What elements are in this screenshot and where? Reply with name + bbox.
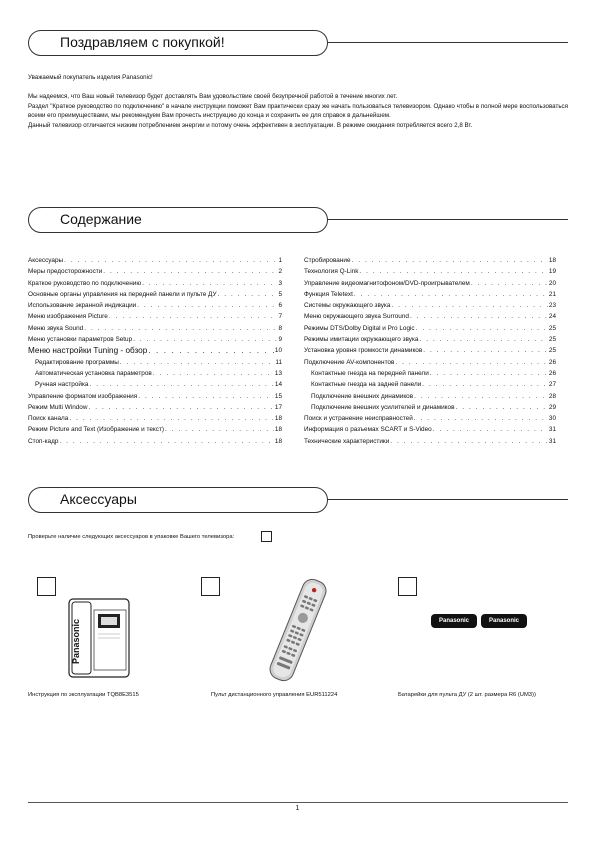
toc-entry[interactable]	[304, 413, 556, 424]
toc-label: Системы окружающего звука	[304, 302, 391, 310]
toc-leader	[88, 402, 273, 413]
toc-entry[interactable]	[28, 345, 282, 356]
greeting-text: Уважаемый покупатель изделия Panasonic!	[28, 74, 153, 81]
toc-label: Управление видеомагнитофоном/DVD-проигрывателем	[304, 279, 470, 287]
intro-paragraph: Мы надеемся, что Ваш новый телевизор будет доставлять Вам удовольствие своей безупречной работой в течение многих лет.	[28, 93, 398, 100]
toc-page: 15	[274, 392, 282, 400]
toc-leader	[354, 289, 548, 300]
toc-label: Аксессуары	[28, 257, 64, 264]
toc-page: 3	[278, 279, 282, 287]
item-checkbox-manual[interactable]	[37, 577, 56, 596]
toc-label: Меню звука Sound	[28, 324, 84, 332]
toc-leader	[59, 436, 274, 447]
toc-leader	[391, 300, 547, 311]
toc-label: Поиск канала	[28, 415, 69, 423]
toc-page: 18	[274, 437, 282, 445]
toc-page: 18	[274, 426, 282, 434]
toc-subentry[interactable]	[304, 368, 556, 379]
toc-entry[interactable]	[28, 413, 282, 424]
toc-entry[interactable]	[28, 289, 282, 300]
toc-label: Меню настройки Tuning - обзор	[28, 346, 148, 356]
toc-page: 6	[278, 302, 282, 310]
toc-subentry[interactable]	[304, 402, 556, 413]
toc-entry[interactable]	[28, 402, 282, 413]
toc-label: Информация о разъемах SCART и S-Video	[304, 426, 432, 434]
toc-entry[interactable]	[304, 266, 556, 277]
toc-entry[interactable]	[304, 334, 556, 345]
toc-entry[interactable]	[304, 278, 556, 289]
section-title: Поздравляем с покупкой!	[60, 34, 229, 50]
toc-page: 29	[548, 403, 556, 411]
intro-greeting	[28, 73, 568, 83]
toc-leader	[410, 311, 548, 322]
toc-label: Меню изображения Picture	[28, 313, 108, 321]
toc-page: 17	[274, 403, 282, 411]
toc-entry[interactable]	[304, 436, 556, 447]
toc-leader	[414, 391, 548, 402]
toc-entry[interactable]	[28, 334, 282, 345]
toc-label: Ручная настройка	[35, 381, 89, 389]
toc-leader	[64, 255, 277, 266]
toc-leader	[456, 402, 548, 413]
page-number: 1	[295, 805, 300, 812]
toc-label: Режим Multi Window	[28, 403, 88, 411]
toc-leader	[109, 311, 278, 322]
toc-entry[interactable]	[28, 391, 282, 402]
toc-label: Автоматическая установка параметров	[35, 369, 152, 377]
toc-label: Поиск и устранение неисправностей	[304, 415, 413, 423]
toc-label: Меры предосторожности	[28, 268, 103, 276]
toc-page: 2	[278, 268, 282, 276]
toc-leader	[423, 345, 548, 356]
toc-entry[interactable]	[28, 255, 282, 266]
toc-entry[interactable]	[304, 357, 556, 368]
toc-leader	[148, 345, 274, 356]
caption-manual: Инструкция по эксплуатации TQB8E3515	[28, 692, 139, 698]
footer-rule	[28, 802, 568, 803]
toc-page: 7	[278, 313, 282, 321]
toc-label: Режимы DTS/Dolby Digital и Pro Logic	[304, 324, 415, 332]
toc-page: 28	[548, 392, 556, 400]
toc-page: 26	[548, 358, 556, 366]
toc-entry[interactable]	[304, 289, 556, 300]
toc-label: Функция Teletext	[304, 290, 353, 298]
toc-entry[interactable]	[304, 311, 556, 322]
panasonic-logo-manual	[65, 612, 95, 662]
toc-leader	[103, 266, 277, 277]
toc-page: 10	[274, 347, 282, 355]
toc-page: 31	[548, 426, 556, 434]
toc-page: 25	[548, 347, 556, 355]
section-header-congrats	[28, 30, 568, 56]
toc-page: 18	[274, 415, 282, 423]
toc-leader	[433, 424, 548, 435]
toc-label: Управление форматом изображения	[28, 392, 138, 400]
section-header-accessories	[28, 487, 568, 513]
toc-page: 19	[548, 268, 556, 276]
toc-leader	[69, 413, 274, 424]
toc-page: 5	[278, 290, 282, 298]
toc-leader	[120, 357, 275, 368]
toc-label: Режимы имитации окружающего звука	[304, 336, 419, 344]
section-header-contents	[28, 207, 568, 233]
toc-page: 14	[274, 381, 282, 389]
toc-page: 25	[548, 336, 556, 344]
toc-page: 31	[548, 437, 556, 445]
toc-right-column	[304, 255, 556, 447]
toc-leader	[153, 368, 274, 379]
intro-paragraph: Раздел "Краткое руководство по подключению" в начале инструкции поможет Вам практически сразу же начать пользоваться телевизором. Однако чтобы в полной мере воспользоваться всеми его преимуществами, мы рекомендуем Вам прочесть инструкцию до конца и сохранить ее для справок в дальнейшем.	[28, 102, 568, 120]
toc-label: Меню установки параметров Setup	[28, 336, 133, 344]
toc-leader	[142, 278, 277, 289]
toc-leader	[165, 424, 274, 435]
section-title: Аксессуары	[60, 491, 141, 507]
battery-brand: Panasonic	[438, 618, 469, 624]
toc-page: 1	[278, 257, 282, 264]
toc-leader	[390, 436, 548, 447]
toc-entry[interactable]	[28, 278, 282, 289]
toc-leader	[422, 379, 548, 390]
toc-leader	[430, 368, 548, 379]
toc-label: Технология Q-Link	[304, 268, 359, 276]
toc-entry[interactable]	[28, 436, 282, 447]
toc-label: Подключение внешних усилителей и динамиков	[311, 403, 455, 411]
toc-label: Меню окружающего звука Surround	[304, 313, 409, 321]
toc-leader	[218, 289, 278, 300]
brand-text: Panasonic	[71, 618, 81, 664]
toc-entry[interactable]	[28, 424, 282, 435]
accessories-checkbox[interactable]	[261, 531, 272, 542]
toc-leader	[138, 391, 274, 402]
intro-body	[28, 92, 568, 130]
toc-label: Подключение AV-компонентов	[304, 358, 395, 366]
toc-leader	[395, 357, 548, 368]
toc-entry[interactable]	[28, 300, 282, 311]
toc-label: Технические характеристики	[304, 437, 390, 445]
toc-page: 9	[278, 336, 282, 344]
toc-subentry[interactable]	[304, 391, 556, 402]
toc-leader	[89, 379, 273, 390]
battery-icon	[431, 614, 477, 628]
toc-label: Подключение внешних динамиков	[311, 392, 414, 400]
intro-paragraph: Данный телевизор отличается низким потреблением энергии и потому очень эффективен в эксплуатации. В режиме ожидания потребляется всего 2,8 Вт.	[28, 121, 473, 129]
accessories-note: Проверьте наличие следующих аксессуаров в упаковке Вашего телевизора:	[28, 534, 235, 540]
toc-page: 20	[548, 279, 556, 287]
toc-leader	[416, 323, 548, 334]
section-title: Содержание	[60, 211, 146, 227]
toc-label: Установка уровня громкости динамиков	[304, 347, 423, 355]
toc-page: 13	[274, 369, 282, 377]
toc-entry[interactable]	[28, 323, 282, 334]
toc-leader	[419, 334, 547, 345]
caption-batteries: Батарейки для пульта ДУ (2 шт. размера R6 (UM3))	[398, 692, 536, 698]
toc-label: Режим Picture and Text (Изображение и текст)	[28, 426, 164, 434]
toc-label: Использование экранной индикации	[28, 302, 137, 310]
toc-leader	[359, 266, 547, 277]
toc-leader	[133, 334, 277, 345]
remote-control-icon	[262, 575, 334, 685]
item-checkbox-batteries[interactable]	[398, 577, 417, 596]
toc-subentry[interactable]	[28, 357, 282, 368]
toc-leader	[471, 278, 548, 289]
toc-label: Редактирование программы	[35, 358, 119, 366]
toc-label: Контактные гнезда на передней панели	[311, 369, 429, 377]
toc-left-column	[28, 255, 282, 447]
toc-entry[interactable]	[28, 266, 282, 277]
toc-label: Стоп-кадр	[28, 437, 59, 445]
toc-entry[interactable]	[304, 323, 556, 334]
toc-page: 21	[548, 290, 556, 298]
toc-entry[interactable]	[304, 300, 556, 311]
battery-brand: Panasonic	[488, 618, 519, 624]
toc-label: Основные органы управления на передней панели и пульте ДУ	[28, 290, 217, 298]
toc-entry[interactable]	[304, 255, 556, 266]
toc-page: 27	[548, 381, 556, 389]
toc-leader	[84, 323, 277, 334]
toc-entry[interactable]	[304, 345, 556, 356]
toc-leader	[137, 300, 277, 311]
toc-entry[interactable]	[304, 424, 556, 435]
toc-leader	[352, 255, 548, 266]
toc-page: 26	[548, 369, 556, 377]
toc-page: 30	[548, 415, 556, 423]
item-checkbox-remote[interactable]	[201, 577, 220, 596]
toc-page: 25	[548, 324, 556, 332]
caption-remote: Пульт дистанционного управления EUR511224	[211, 692, 338, 698]
toc-subentry[interactable]	[28, 379, 282, 390]
toc-page: 18	[548, 257, 556, 264]
toc-subentry[interactable]	[304, 379, 556, 390]
toc-leader	[414, 413, 548, 424]
toc-page: 8	[278, 324, 282, 332]
battery-icon	[481, 614, 527, 628]
toc-label: Краткое руководство по подключению	[28, 279, 142, 287]
toc-page: 23	[548, 302, 556, 310]
toc-entry[interactable]	[28, 311, 282, 322]
toc-label: Контактные гнезда на задней панели	[311, 381, 422, 389]
toc-page: 11	[275, 358, 282, 366]
toc-subentry[interactable]	[28, 368, 282, 379]
toc-page: 24	[548, 313, 556, 321]
toc-label: Стробирование	[304, 257, 351, 264]
